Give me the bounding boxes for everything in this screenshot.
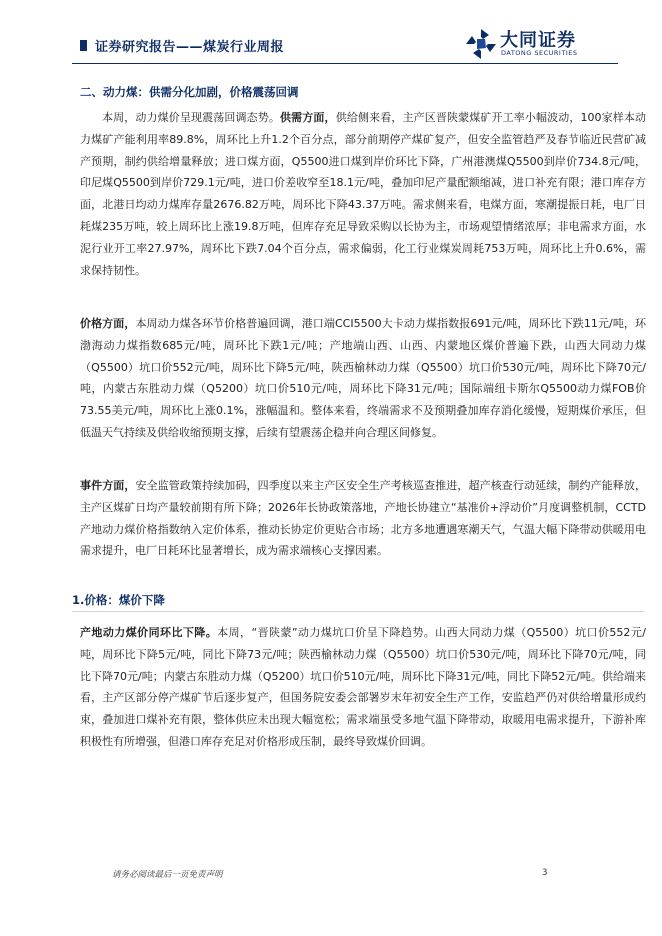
paragraph-text: 供给侧来看，主产区晋陕蒙煤矿开工率小幅波动，100家样本动力煤矿产能利用率89.8%，周环比上升1.2个百分点，部分前期停产煤矿复产，但安全监管趋严及春节临近民营矿减产预期，制约供给增量释放；进口煤方面，Q5500进口煤到岸价环比下降，广州港澳煤Q5500到岸价734.8元/吨，印尼煤Q5500到岸价729.1元/吨，进口价差收窄至18.1元/吨，叠加印尼产量配额缩减，进口补充有限；港口库存方面，北港日均动力煤库存量2676.82万吨，周环比下降43.37万吨。需求侧来看，电煤方面，寒潮提振日耗，电厂日耗煤235万吨，较上周环比上涨19.8万吨，但库存充足导致采购以长协为主，市场观望情绪浓厚；非电需求方面，水泥行业开工率27.97%，周环比下跌7.04个百分点，需求偏弱，化工行业煤炭周耗753万吨，周环比上升0.6%，需求保持韧性。: [80, 111, 647, 277]
header-accent-mark: [80, 40, 87, 51]
subsection-divider: [72, 611, 644, 612]
logo-emblem-icon: [464, 27, 498, 61]
paragraph-price: [80, 313, 646, 444]
paragraph-lead: 价格方面，: [80, 317, 136, 330]
company-logo: [464, 24, 614, 64]
subsection-title: 1.价格：煤价下降: [72, 593, 165, 607]
paragraph-events: [80, 475, 646, 562]
report-header-title: 证券研究报告——煤炭行业周报: [95, 40, 285, 55]
paragraph-text: 安全监管政策持续加码，四季度以来主产区安全生产考核巡查推进，超产核查行动延续，制约产能释放，主产区煤矿日均产量较前期有所下降；2026年长协政策落地，产地长协建立“基准价+浮动价”月度调整机制，CCTD产地动力煤价格指数纳入定价体系，推动长协定价更贴合市场；北方多地遭遇寒潮天气，气温大幅下降带动供暖用电需求提升，电厂日耗环比显著增长，成为需求端核心支撑因素。: [80, 479, 646, 558]
paragraph-intro: 本周，动力煤价呈现震荡回调态势。: [102, 111, 281, 124]
logo-subtitle: DATONG SECURITIES: [501, 49, 578, 57]
section-title: 二、动力煤：供需分化加剧，价格震荡回调: [80, 85, 299, 99]
disclaimer-note: 请务必阅读最后一页免责声明: [112, 870, 223, 880]
paragraph-text: 本周，“晋陕蒙”动力煤坑口价呈下降趋势。山西大同动力煤（Q5500）坑口价552元/吨，周环比下降5元/吨，同比下降73元/吨；陕西榆林动力煤（Q5500）坑口价530元/吨，周环比下降70元/吨，同比下降70元/吨；内蒙古东胜动力煤（Q5200）坑口价510元/吨，周环比下降31元/吨，同比下降52元/吨。供给端来看，主产区部分停产煤矿节后逐步复产，但国务院安委会部署岁末年初安全生产工作，安监趋严仍对供给增量形成约束，叠加进口煤补充有限，整体供应未出现大幅宽松；需求端虽受多地气温下降带动，取暖用电需求提升，下游补库积极性有所增强，但港口库存充足对价格形成压制，最终导致煤价回调。: [80, 626, 647, 748]
logo-name: 大同证券: [500, 30, 576, 51]
paragraph-text: 本周动力煤各环节价格普遍回调，港口端CCI5500大卡动力煤指数报691元/吨，周环比下跌11元/吨，环渤海动力煤指数685元/吨，周环比下跌1元/吨；产地端山西、山西、内蒙地区煤价普遍下跌，山西大同动力煤（Q5500）坑口价552元/吨，周环比下降5元/吨，陕西榆林动力煤（Q5500）坑口价530元/吨，周环比下降70元/吨，内蒙古东胜动力煤（Q5200）坑口价510元/吨，周环比下降31元/吨；国际端纽卡斯尔Q5500动力煤FOB价73.55美元/吨，周环比上涨0.1%，涨幅温和。整体来看，终端需求不及预期叠加库存消化缓慢，短期煤价承压，但低温天气持续及供给收缩预期支撑，后续有望震荡企稳并向合理区间修复。: [80, 317, 646, 439]
page-number: 3: [542, 868, 548, 878]
paragraph-origin-price: [80, 622, 646, 753]
paragraph-lead: 供需方面，: [280, 111, 336, 124]
paragraph-lead: 产地动力煤价同环比下降。: [80, 626, 218, 639]
paragraph-supply-demand: [80, 107, 646, 281]
paragraph-lead: 事件方面，: [80, 479, 136, 492]
